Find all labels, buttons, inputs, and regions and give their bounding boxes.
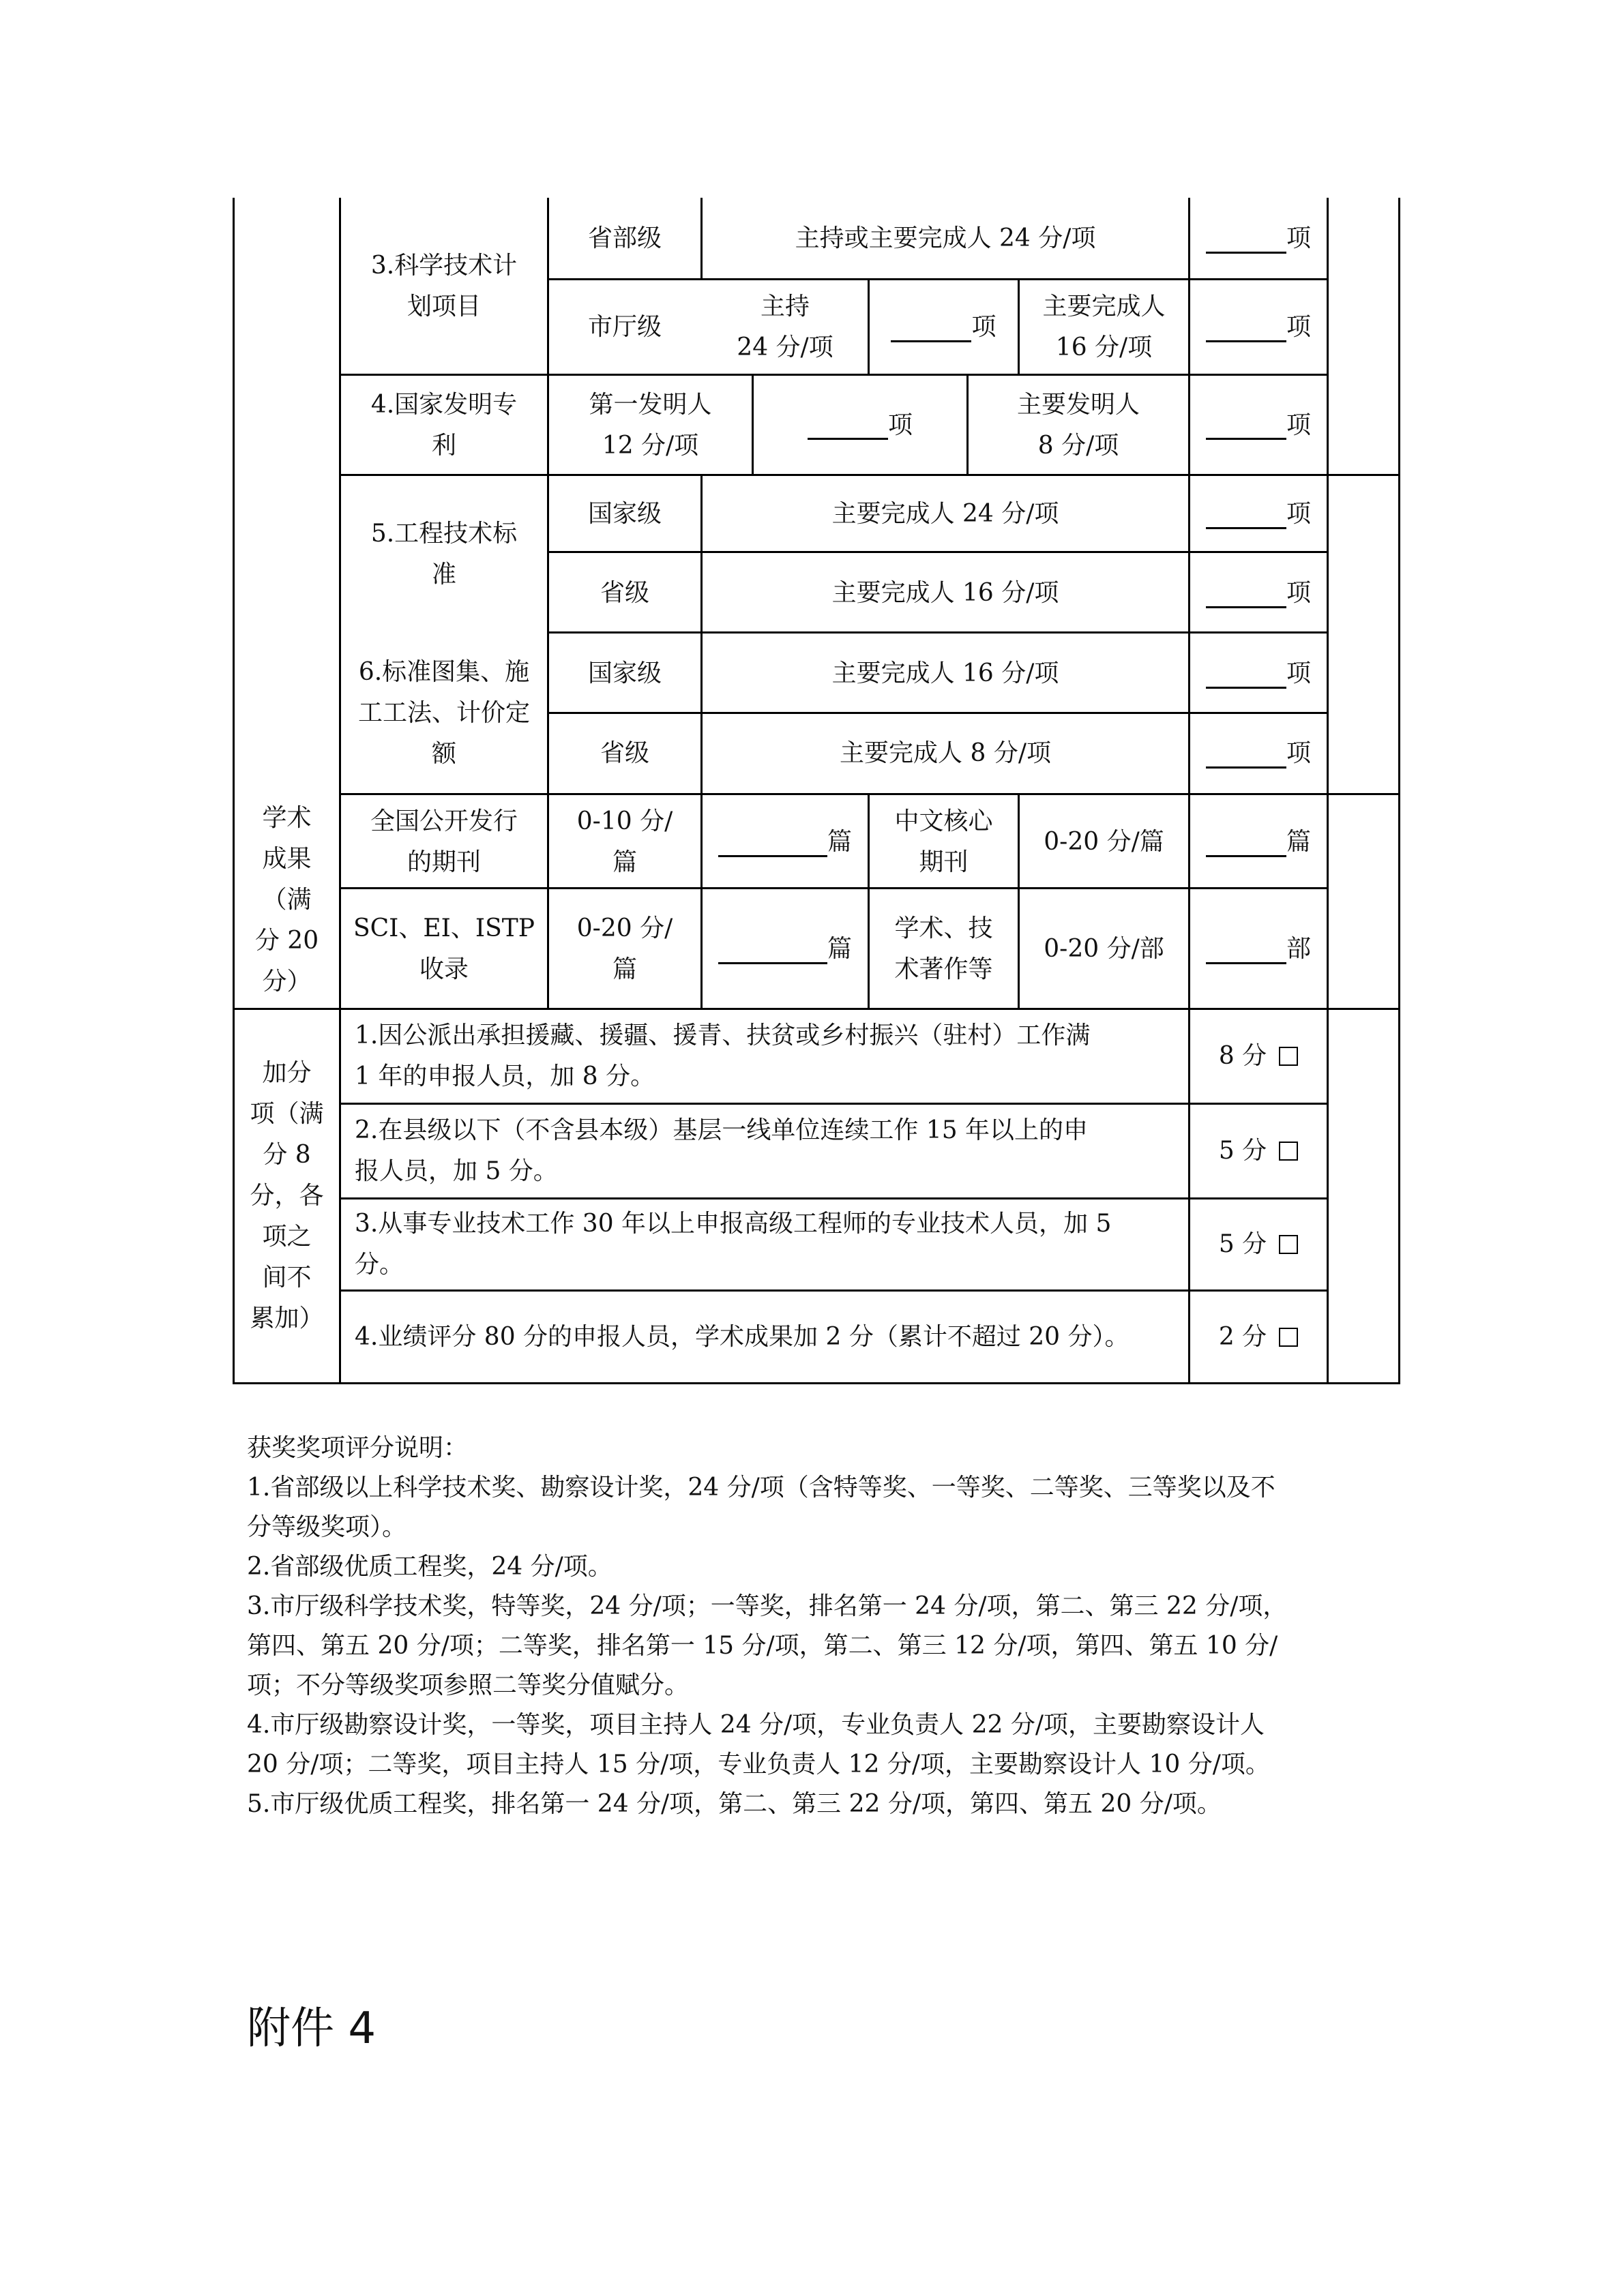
- journal-count[interactable]: 篇: [703, 795, 868, 889]
- academic-section-header: 学术 成果 （满 分 20 分）: [254, 804, 319, 996]
- journal-label: 全国公开发行 的期刊: [370, 807, 518, 876]
- sci-plan-provincial-count[interactable]: 项: [1190, 198, 1327, 280]
- sci-plan-provincial-desc: 主持或主要完成人 24 分/项: [795, 224, 1096, 252]
- notes-line: 2.省部级优质工程奖，24 分/项。: [247, 1553, 612, 1581]
- sci-index-count[interactable]: 篇: [703, 889, 868, 1009]
- notes-line: 分等级奖项）。: [247, 1513, 407, 1541]
- bonus-item-4-option[interactable]: 2 分: [1190, 1292, 1327, 1382]
- std-atlas-national-level: 国家级: [587, 659, 662, 687]
- bonus-item-2-option[interactable]: 5 分: [1190, 1105, 1327, 1197]
- eng-std-national-desc: 主要完成人 24 分/项: [831, 500, 1059, 528]
- std-atlas-provincial-count[interactable]: 项: [1190, 714, 1327, 793]
- checkbox-icon[interactable]: [1279, 1142, 1298, 1161]
- sci-plan-city-host: 主持 24 分/项: [737, 293, 833, 361]
- bonus-item-3-option[interactable]: 5 分: [1190, 1199, 1327, 1289]
- checkbox-icon[interactable]: [1279, 1328, 1298, 1347]
- patent-label: 4.国家发明专 利: [370, 390, 518, 460]
- patent-first-inventor: 第一发明人 12 分/项: [589, 390, 712, 460]
- journal-score: 0-10 分/ 篇: [576, 807, 673, 876]
- checkbox-icon[interactable]: [1279, 1235, 1298, 1254]
- bonus-item-2-text: 2.在县级以下（不含县本级）基层一线单位连续工作 15 年以上的申 报人员，加 5 分。: [355, 1116, 1089, 1185]
- notes-line: 第四、第五 20 分/项；二等奖，排名第一 15 分/项，第二、第三 12 分/项，第四、第五 10 分/: [247, 1632, 1278, 1660]
- eng-std-provincial-level: 省级: [600, 579, 649, 607]
- notes-line: 4.市厅级勘察设计奖，一等奖，项目主持人 24 分/项，专业负责人 22 分/项，主要勘察设计人: [247, 1711, 1265, 1739]
- sci-plan-city-level: 市厅级: [587, 313, 662, 341]
- eng-std-national-count[interactable]: 项: [1190, 475, 1327, 553]
- sci-plan-provincial-level: 省部级: [587, 224, 662, 252]
- sci-plan-city-main: 主要完成人 16 分/项: [1042, 293, 1166, 361]
- eng-std-national-level: 国家级: [587, 500, 662, 528]
- bonus-item-4-text: 4.业绩评分 80 分的申报人员，学术成果加 2 分（累计不超过 20 分）。: [355, 1322, 1130, 1351]
- bonus-item-1-option[interactable]: 8 分: [1190, 1010, 1327, 1103]
- notes-line: 项；不分等级奖项参照二等奖分值赋分。: [247, 1671, 690, 1699]
- core-journal-score: 0-20 分/篇: [1044, 828, 1164, 856]
- core-journal-label: 中文核心 期刊: [894, 807, 993, 876]
- monograph-label: 学术、技 术著作等: [894, 914, 993, 983]
- annex-title: 附件 4: [247, 2003, 377, 2054]
- patent-count[interactable]: 项: [1190, 375, 1327, 475]
- monograph-count[interactable]: 部: [1190, 889, 1327, 1009]
- sci-index-label: SCI、EI、ISTP 收录: [353, 914, 535, 983]
- award-scoring-notes: [247, 1429, 1400, 1824]
- sci-plan-label: 3.科学技术计 划项目: [370, 252, 518, 320]
- eng-std-provincial-desc: 主要完成人 16 分/项: [831, 579, 1059, 607]
- bonus-item-1-text: 1.因公派出承担援藏、援疆、援青、扶贫或乡村振兴（驻村）工作满 1 年的申报人员，加 8 分。: [355, 1022, 1091, 1090]
- patent-first-count[interactable]: 项: [754, 375, 966, 475]
- eng-std-provincial-count[interactable]: 项: [1190, 553, 1327, 633]
- bonus-item-3-text: 3.从事专业技术工作 30 年以上申报高级工程师的专业技术人员，加 5 分。: [355, 1210, 1112, 1279]
- monograph-score: 0-20 分/部: [1044, 935, 1164, 963]
- notes-line: 5.市厅级优质工程奖，排名第一 24 分/项，第二、第三 22 分/项，第四、第五 20 分/项。: [247, 1790, 1222, 1818]
- notes-line: 1.省部级以上科学技术奖、勘察设计奖，24 分/项（含特等奖、一等奖、二等奖、三等奖以及不: [247, 1474, 1275, 1502]
- notes-line: 3.市厅级科学技术奖，特等奖，24 分/项；一等奖，排名第一 24 分/项，第二、第三 22 分/项，: [247, 1592, 1288, 1620]
- sci-plan-city-count[interactable]: 项: [1190, 280, 1327, 375]
- notes-title: 获奖奖项评分说明：: [247, 1434, 469, 1462]
- core-journal-count[interactable]: 篇: [1190, 795, 1327, 889]
- std-atlas-national-desc: 主要完成人 16 分/项: [831, 659, 1059, 687]
- patent-main-inventor: 主要发明人 8 分/项: [1016, 390, 1140, 460]
- std-atlas-provincial-desc: 主要完成人 8 分/项: [840, 739, 1051, 767]
- notes-line: 20 分/项；二等奖，项目主持人 15 分/项，专业负责人 12 分/项，主要勘察设计人 10 分/项。: [247, 1750, 1270, 1778]
- sci-plan-city-host-count[interactable]: 项: [870, 280, 1018, 375]
- bonus-section-header: 加分 项（满 分 8 分，各 项之 间不 累加）: [250, 1058, 324, 1332]
- checkbox-icon[interactable]: [1279, 1047, 1298, 1066]
- eng-std-label: 5.工程技术标 准: [370, 520, 518, 588]
- std-atlas-national-count[interactable]: 项: [1190, 633, 1327, 714]
- sci-index-score: 0-20 分/ 篇: [576, 914, 673, 983]
- std-atlas-provincial-level: 省级: [600, 739, 649, 767]
- std-atlas-label: 6.标准图集、施 工工法、计价定 额: [357, 658, 530, 768]
